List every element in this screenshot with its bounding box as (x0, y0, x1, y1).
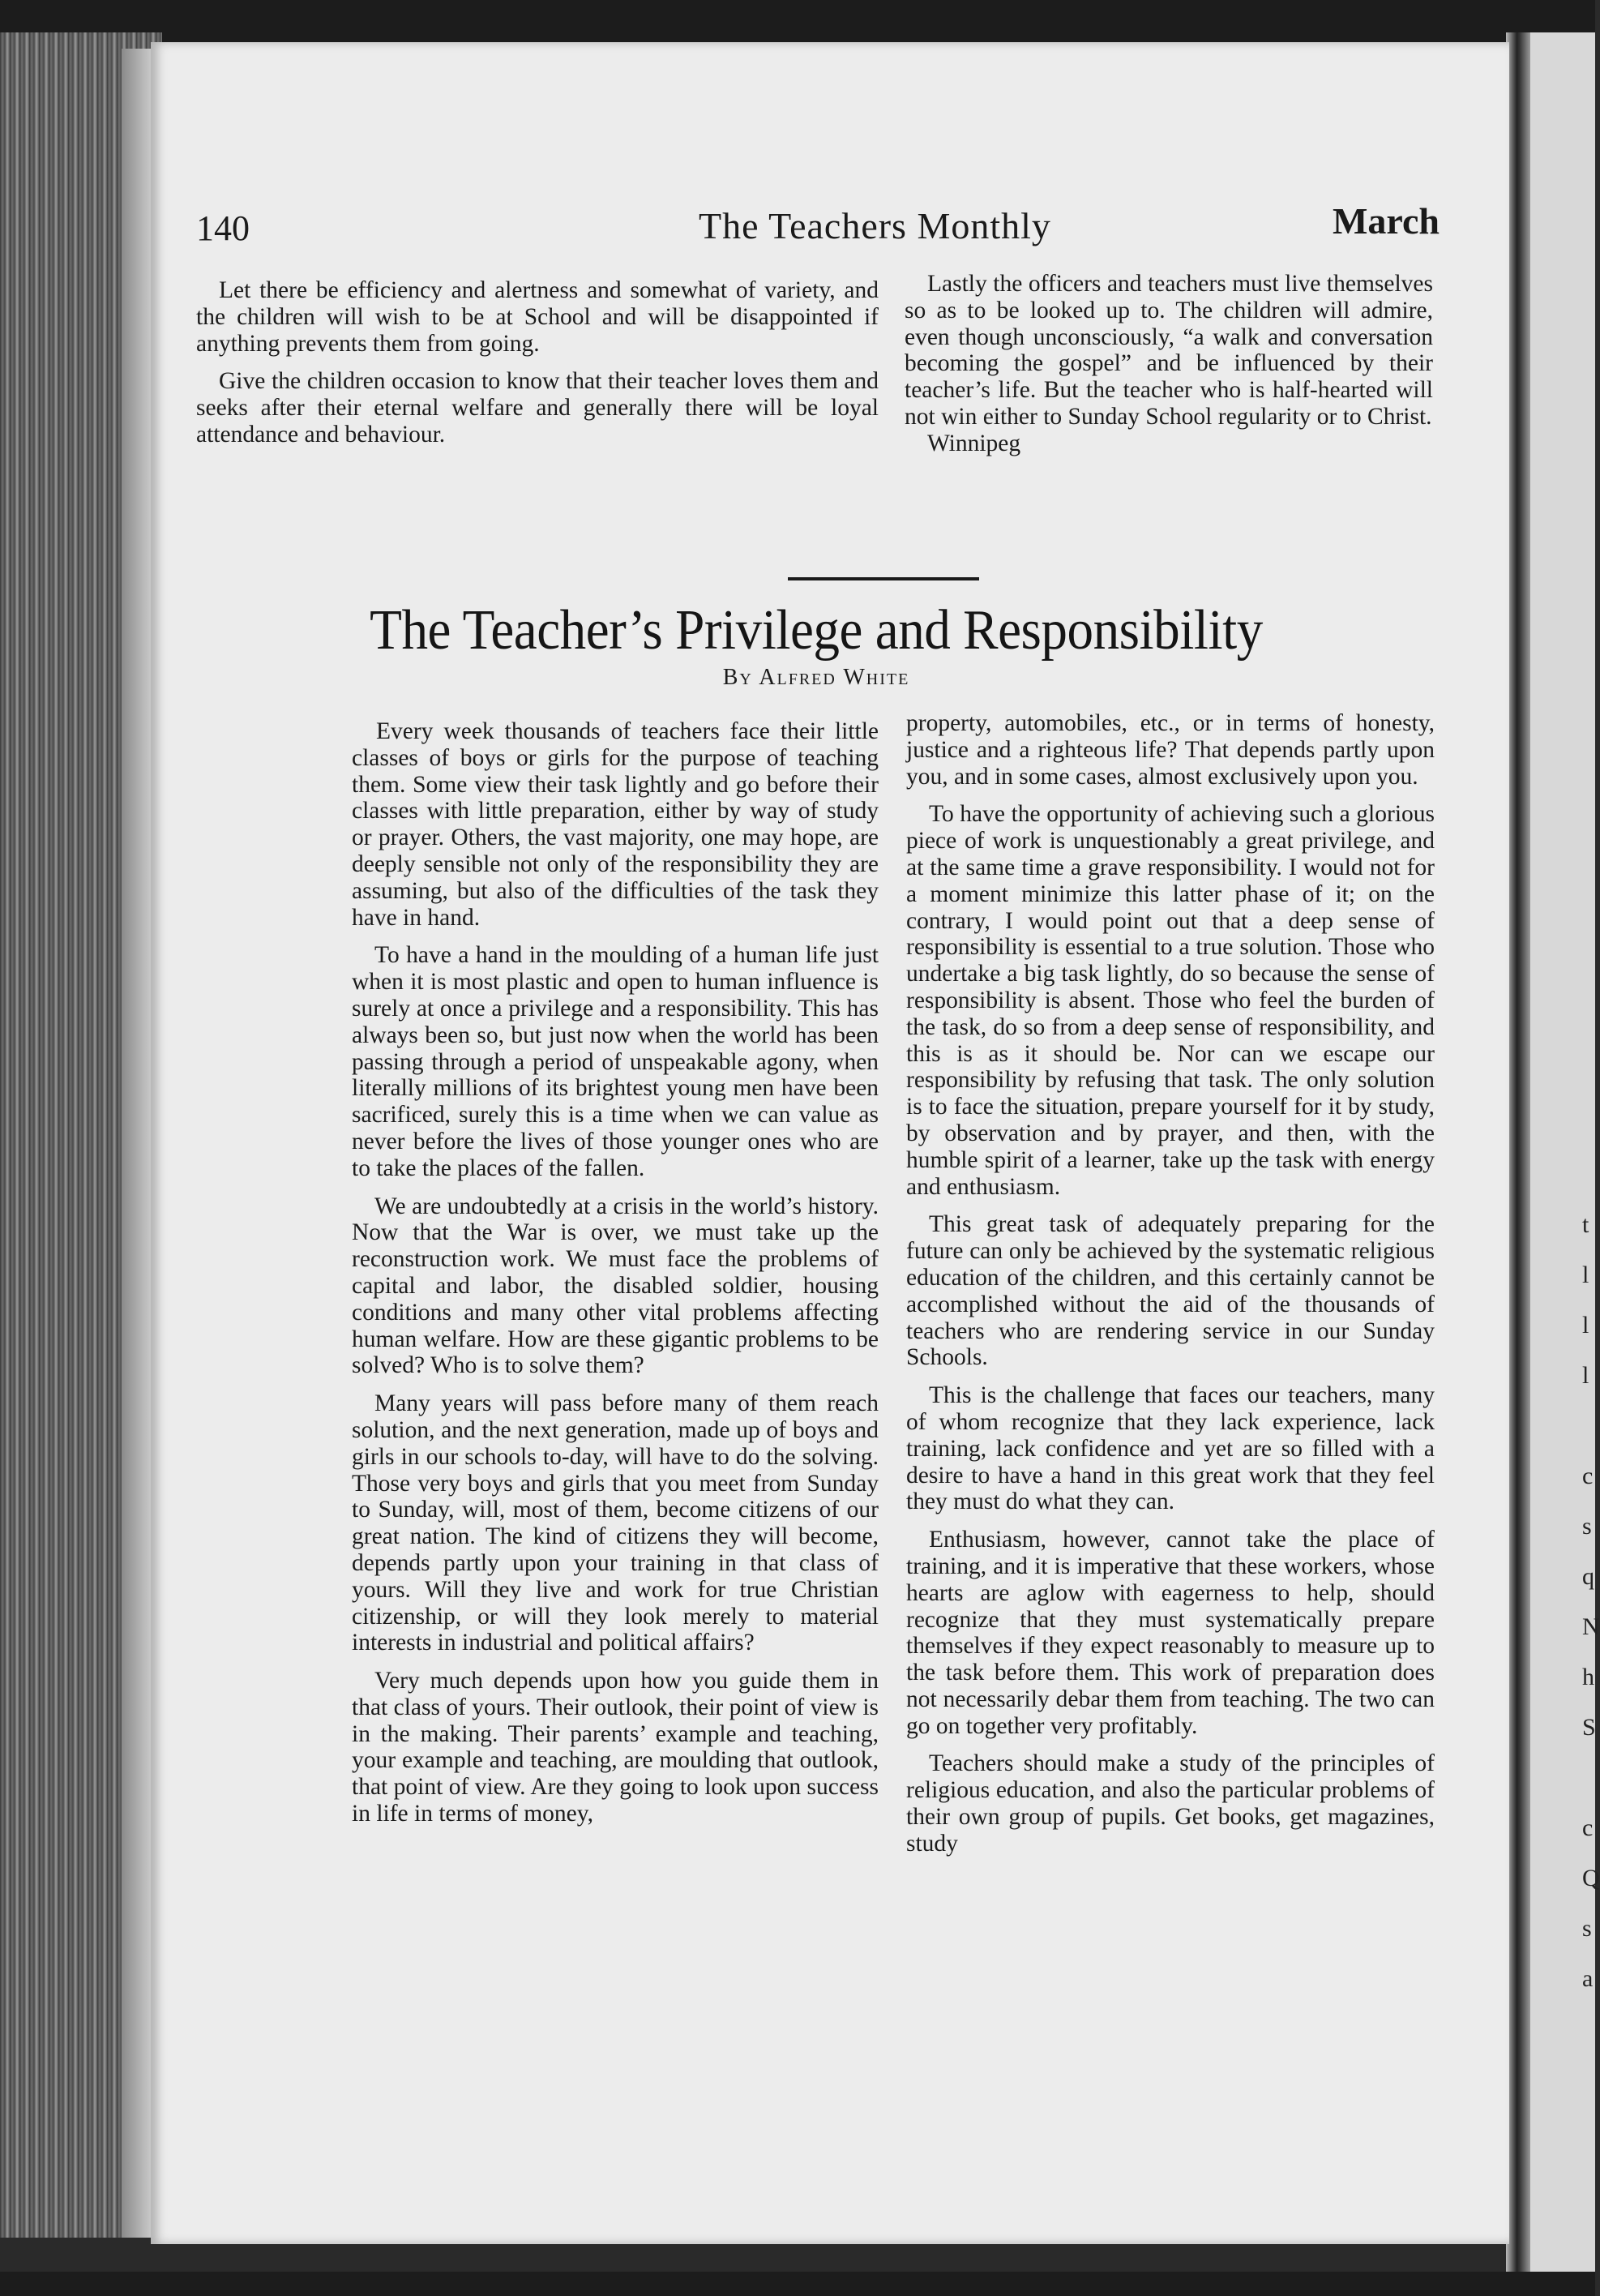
adjacent-letter: t (1582, 1211, 1589, 1238)
adjacent-page-text (1582, 1200, 1600, 2004)
paragraph: Many years will pass before many of them reach solution, and the next generation, made up of boys and girls in our schools to-day, will have to do the solving. Those very boys and girls that you meet from Sunday to Sunday, will, most of them, become citizens of our great nation. The kind of citizens they will become, depends partly upon your training in that class of yours. Will they live and work for true Christian citizenship, or will they look merely to material interests in industrial and political affairs? (352, 1390, 879, 1656)
author-location: Winnipeg (927, 430, 1021, 456)
adjacent-letter: q (1582, 1563, 1594, 1590)
page-stack-highlight (122, 49, 154, 2238)
journal-title: The Teachers Monthly (699, 205, 1051, 246)
paragraph: Lastly the officers and teachers must live themselves so as to be looked up to. The children will admire, even though unconsciously, “a walk and conversation becoming the gospel” and be influenced by their teacher’s life. But the teacher who is half-hearted will not win either to Sunday School regularity or to Christ. (905, 271, 1433, 430)
paragraph: Very much depends upon how you guide them in that class of yours. Their outlook, their point of view is in the making. Their parents’ example and teaching, your example and teaching, are moulding that outlook, that point of view. Are they going to look upon success in life in terms of money, (352, 1668, 879, 1827)
paragraph: Let there be efficiency and alertness and somewhat of variety, and the children will wish to be at School and will be disappointed if anything prevents them from going. (196, 277, 879, 357)
adjacent-letter: Q (1582, 1865, 1600, 1891)
film-border-top (0, 0, 1595, 49)
article-left-column (352, 718, 879, 1839)
section-divider (788, 577, 979, 580)
paragraph: This great task of adequately preparing for the future can only be achieved by the systematic religious education of the children, and this certainly cannot be accomplished without the aid of the thousands of teachers who are rendering service in our Sunday Schools. (906, 1211, 1435, 1371)
paragraph: This is the challenge that faces our teachers, many of whom recognize that they lack experience, lack training, lack confidence and yet are so filled with a desire to have a hand in this great work that they feel they must do what they can. (906, 1382, 1435, 1515)
adjacent-letter: S (1582, 1714, 1596, 1741)
paragraph: To have a hand in the moulding of a human life just when it is most plastic and open to human influence is surely at once a privilege and a responsibility. This has always been so, but just now when the world has been passing through a period of unspeakable agony, when literally millions of its brightest young men have been sacrificed, surely this is a time when we can value as never before the lives of those younger ones who are to take the places of the fallen. (352, 942, 879, 1181)
preceding-article-right-column (905, 271, 1433, 469)
adjacent-letter: l (1582, 1312, 1589, 1339)
paragraph: Every week thousands of teachers face their little classes of boys or girls for the purpose of teaching them. Some view their task lightly and go before their classes with little preparation, either by way of study or prayer. Others, the vast majority, one may hope, are deeply sensible not only of the responsibility they are assuming, but also of the difficulties of the task they have in hand. (352, 718, 879, 931)
paragraph: Teachers should make a study of the principles of religious education, and also the particular problems of their own group of pupils. Get books, get magazines, study (906, 1750, 1435, 1857)
adjacent-letter (1582, 1753, 1595, 1803)
adjacent-letter: l (1582, 1362, 1589, 1389)
preceding-article-left-column (196, 277, 879, 448)
paragraph: Enthusiasm, however, cannot take the place of training, and it is imperative that these workers, whose hearts are aglow with eagerness to help, should recognize that they must systematically prepare themselves if they expect reasonably to measure up to the task before them. This work of preparation does not necessarily debar them from teaching. The two can go on together very profitably. (906, 1527, 1435, 1739)
page-number: 140 (196, 208, 250, 248)
adjacent-letter (1582, 1401, 1595, 1451)
adjacent-letter: N (1582, 1613, 1600, 1640)
adjacent-letter: l (1582, 1262, 1589, 1288)
adjacent-letter: a (1582, 1965, 1594, 1992)
page-header (196, 200, 1440, 253)
adjacent-letter: c (1582, 1463, 1594, 1489)
issue-month: March (1332, 200, 1440, 242)
paragraph: We are undoubtedly at a crisis in the world’s history. Now that the War is over, we must take up the reconstruction work. We must face the problems of capital and labor, the disabled soldier, housing conditions and many other vital problems affecting human welfare. How are these gigantic problems to be solved? Who is to solve them? (352, 1193, 879, 1379)
adjacent-letter: h (1582, 1664, 1594, 1690)
adjacent-letter: c (1582, 1814, 1594, 1841)
paragraph: To have the opportunity of achieving such a glorious piece of work is unquestionably a great privilege, and at the same time a grave responsibility. I would not for a moment minimize this latter phase of it; on the contrary, I would point out that a deep sense of responsibility is essential to a true solution. Those who undertake a big task lightly, do so because the sense of responsibility is absent. Those who feel the burden of the task, do so from a deep sense of responsibility, and this is as it should be. Nor can we escape our responsibility by refusing that task. The only solution is to face the situation, prepare yourself for it by study, by observation and by prayer, and then, with the humble spirit of a learner, take up the task with energy and enthusiasm. (906, 801, 1435, 1200)
paragraph: property, automobiles, etc., or in terms of honesty, justice and a righteous life? That depends partly upon you, and in some cases, almost exclusively upon you. (906, 710, 1435, 790)
book-gutter (1506, 32, 1530, 2286)
adjacent-letter: s (1582, 1513, 1592, 1540)
adjacent-letter: s (1582, 1915, 1592, 1942)
paragraph: Give the children occasion to know that their teacher loves them and seeks after their eternal welfare and generally there will be loyal attendance and behaviour. (196, 368, 879, 448)
article-right-column (906, 710, 1435, 1869)
film-border-bottom (0, 2272, 1595, 2296)
article-byline: By Alfred White (722, 665, 910, 690)
article-title: The Teacher’s Privilege and Responsibility (370, 599, 1263, 662)
